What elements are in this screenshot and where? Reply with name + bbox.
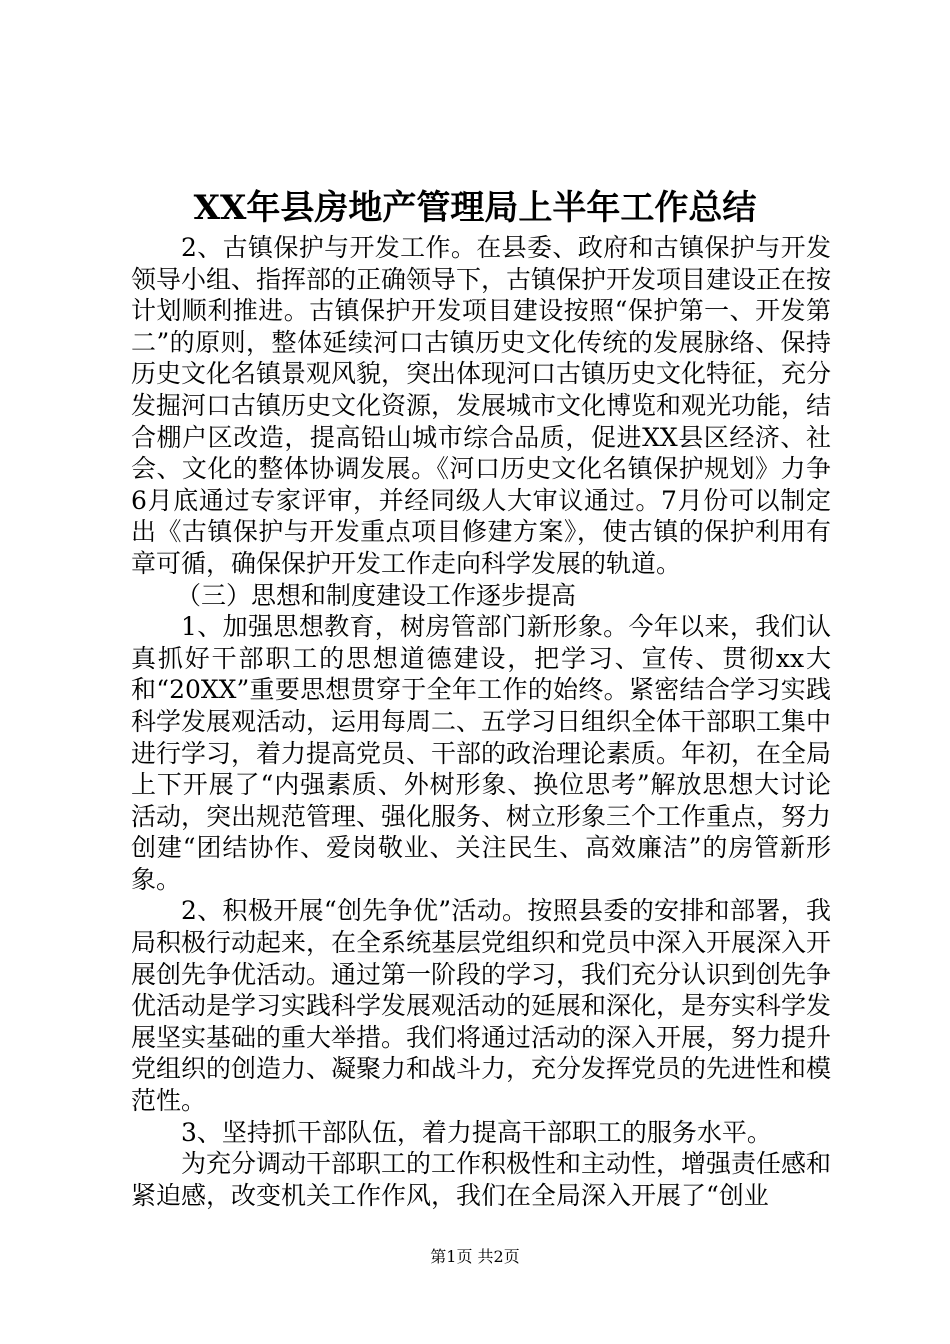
paragraph-ideology-education: 1、加强思想教育，树房管部门新形象。今年以来，我们认真抓好干部职工的思想道德建设，把学习、宣传、贯彻xx大和“20XX”重要思想贯穿于全年工作的始终。紧密结合学习实践科学发展观活动，运用每周二、五学习日组织全体干部职工集中进行学习，着力提高党员、干部的政治理论素质。年初，在全局上下开展了“内强素质、外树形象、换位思考”解放思想大讨论活动，突出规范管理、强化服务、树立形象三个工作重点，努力创建“团结协作、爱岗敬业、关注民生、高效廉洁”的房管新形象。: [131, 612, 832, 894]
paragraph-staff-service: 3、坚持抓干部队伍，着力提高干部职工的服务水平。: [181, 1117, 772, 1147]
section-heading-3: （三）思想和制度建设工作逐步提高: [176, 580, 577, 610]
paragraph-excellence-campaign: 2、积极开展“创先争优”活动。按照县委的安排和部署，我局积极行动起来，在全系统基层党组织和党员中深入开展深入开展创先争优活动。通过第一阶段的学习，我们充分认识到创先争优活动是学习实践科学发展观活动的延展和深化，是夯实科学发展坚实基础的重大举措。我们将通过活动的深入开展，努力提升党组织的创造力、凝聚力和战斗力，充分发挥党员的先进性和模范性。: [131, 896, 832, 1116]
document-body: [131, 232, 831, 1211]
paragraph-motivation: 为充分调动干部职工的工作积极性和主动性，增强责任感和紧迫感，改变机关工作作风，我们在全局深入开展了“创业: [131, 1149, 832, 1210]
paragraph-ancient-town: 2、古镇保护与开发工作。在县委、政府和古镇保护与开发领导小组、指挥部的正确领导下，古镇保护开发项目建设正在按计划顺利推进。古镇保护开发项目建设按照“保护第一、开发第二”的原则，整体延续河口古镇历史文化传统的发展脉络、保持历史文化名镇景观风貌，突出体现河口古镇历史文化特征，充分发掘河口古镇历史文化资源，发展城市文化博览和观光功能，结合棚户区改造，提高铅山城市综合品质，促进XX县区经济、社会、文化的整体协调发展。《河口历史文化名镇保护规划》力争6月底通过专家评审，并经同级人大审议通过。7月份可以制定出《古镇保护与开发重点项目修建方案》，使古镇的保护利用有章可循，确保保护开发工作走向科学发展的轨道。: [131, 233, 832, 578]
document-title: XX年县房地产管理局上半年工作总结: [193, 188, 757, 228]
page-number-footer: 第1页 共2页: [430, 1247, 520, 1266]
